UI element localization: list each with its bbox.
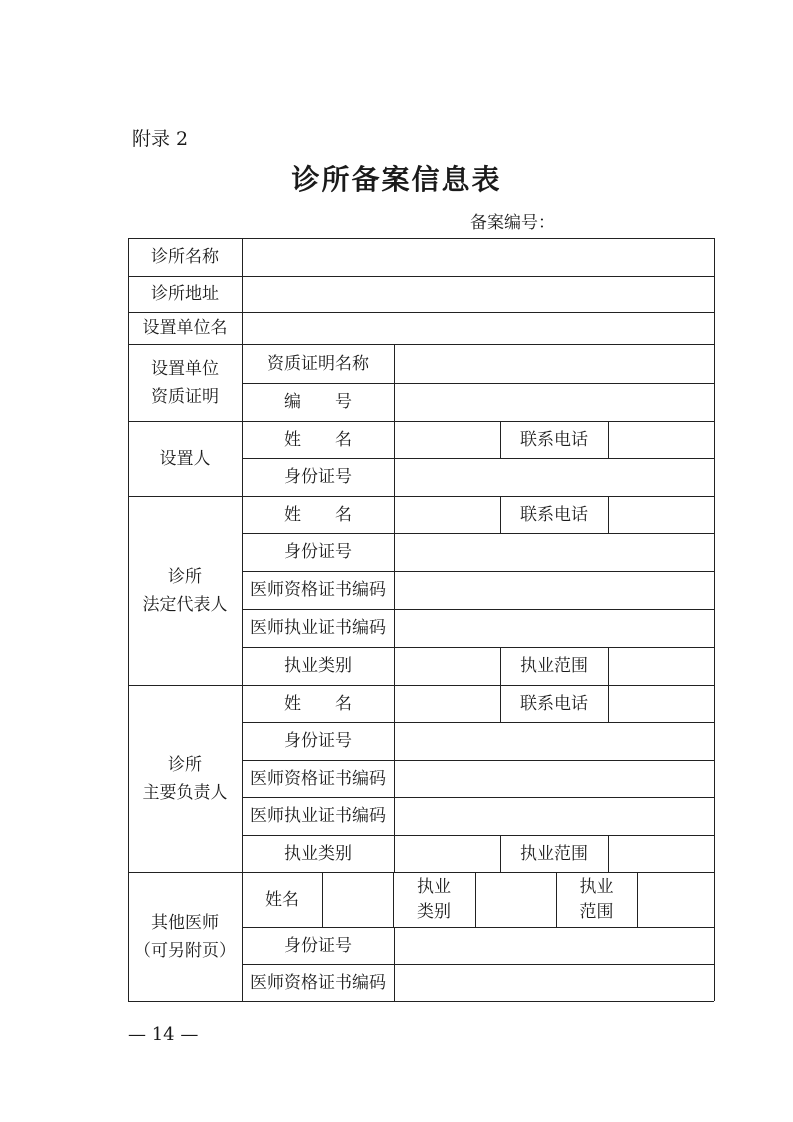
other-doctor-id-label: 身份证号 <box>284 935 352 956</box>
other-doctor-category-field[interactable] <box>475 872 556 927</box>
other-doctor-scope-line1: 执业 <box>579 876 614 897</box>
other-doctors-line1: 其他医师 <box>151 912 219 933</box>
qualification-doc-name-field[interactable] <box>394 344 714 383</box>
legal-rep-category-field[interactable] <box>394 647 500 685</box>
legal-representative-line2: 法定代表人 <box>142 594 228 615</box>
unit-qualification-label <box>128 344 242 421</box>
other-doctor-scope-line2: 范围 <box>579 901 614 922</box>
legal-rep-practice-cert-label: 医师执业证书编码 <box>250 618 386 638</box>
principal-line2: 主要负责人 <box>142 782 228 803</box>
principal-scope-field[interactable] <box>608 835 714 872</box>
legal-rep-category-label: 执业类别 <box>284 656 352 676</box>
establisher-name-field[interactable] <box>394 421 500 458</box>
legal-rep-qualification-cert-label: 医师资格证书编码 <box>250 580 386 600</box>
establisher-label: 设置人 <box>159 448 211 469</box>
unit-qualification-line1: 设置单位 <box>151 358 219 379</box>
principal-name-field[interactable] <box>394 685 500 722</box>
legal-rep-name-field[interactable] <box>394 496 500 533</box>
qualification-doc-name-label: 资质证明名称 <box>267 353 369 374</box>
filing-number-label: 备案编号： <box>470 213 555 233</box>
principal-id-label: 身份证号 <box>284 731 352 751</box>
establishing-unit-name-label: 设置单位名 <box>142 318 228 338</box>
establisher-phone-label: 联系电话 <box>520 429 588 450</box>
principal-category-label: 执业类别 <box>284 843 352 864</box>
clinic-address-label: 诊所地址 <box>151 284 219 304</box>
legal-rep-id-field[interactable] <box>394 533 714 571</box>
qualification-number-field[interactable] <box>394 383 714 421</box>
other-doctor-category-label <box>393 872 475 927</box>
principal-category-field[interactable] <box>394 835 500 872</box>
principal-phone-field[interactable] <box>608 685 714 722</box>
establisher-phone-field[interactable] <box>608 421 714 458</box>
other-doctor-name-field[interactable] <box>322 872 393 927</box>
other-doctors-label <box>128 872 242 1001</box>
other-doctor-qualification-cert-field[interactable] <box>394 964 714 1001</box>
legal-rep-scope-label: 执业范围 <box>520 656 588 676</box>
clinic-name-label: 诊所名称 <box>151 247 219 267</box>
legal-representative-label <box>128 496 242 685</box>
col-line <box>714 238 715 1001</box>
principal-line1: 诊所 <box>168 754 202 775</box>
legal-rep-practice-cert-field[interactable] <box>394 609 714 647</box>
legal-rep-id-label: 身份证号 <box>284 542 352 562</box>
principal-practice-cert-label: 医师执业证书编码 <box>250 806 386 826</box>
legal-representative-line1: 诊所 <box>168 566 202 587</box>
principal-qualification-cert-field[interactable] <box>394 760 714 797</box>
other-doctor-category-line2: 类别 <box>417 901 451 922</box>
establishing-unit-name-field[interactable] <box>242 312 714 344</box>
principal-label <box>128 685 242 872</box>
other-doctor-scope-label <box>556 872 637 927</box>
other-doctor-id-field[interactable] <box>394 927 714 964</box>
row-line <box>128 1001 714 1002</box>
form-title: 诊所备案信息表 <box>291 163 502 196</box>
legal-rep-name-label: 姓 名 <box>284 504 352 525</box>
principal-phone-label: 联系电话 <box>520 693 588 714</box>
legal-rep-scope-field[interactable] <box>608 647 714 685</box>
principal-id-field[interactable] <box>394 722 714 760</box>
establisher-name-label: 姓 名 <box>284 429 352 450</box>
establisher-id-field[interactable] <box>394 458 714 496</box>
other-doctor-name-label: 姓名 <box>265 889 299 910</box>
page-number: — 14 — <box>128 1024 199 1045</box>
appendix-label: 附录 2 <box>132 128 189 150</box>
principal-scope-label: 执业范围 <box>520 843 588 864</box>
other-doctor-category-line1: 执业 <box>417 876 451 897</box>
unit-qualification-line2: 资质证明 <box>151 386 219 407</box>
clinic-name-field[interactable] <box>242 238 714 276</box>
clinic-address-field[interactable] <box>242 276 714 312</box>
legal-rep-qualification-cert-field[interactable] <box>394 571 714 609</box>
principal-name-label: 姓 名 <box>284 693 352 714</box>
qualification-number-label: 编 号 <box>284 392 352 412</box>
legal-rep-phone-field[interactable] <box>608 496 714 533</box>
other-doctors-line2: （可另附页） <box>134 940 236 961</box>
principal-practice-cert-field[interactable] <box>394 797 714 835</box>
principal-qualification-cert-label: 医师资格证书编码 <box>250 768 386 789</box>
other-doctor-qualification-cert-label: 医师资格证书编码 <box>250 972 386 993</box>
establisher-id-label: 身份证号 <box>284 467 352 487</box>
other-doctor-scope-field[interactable] <box>637 872 714 927</box>
legal-rep-phone-label: 联系电话 <box>520 504 588 525</box>
